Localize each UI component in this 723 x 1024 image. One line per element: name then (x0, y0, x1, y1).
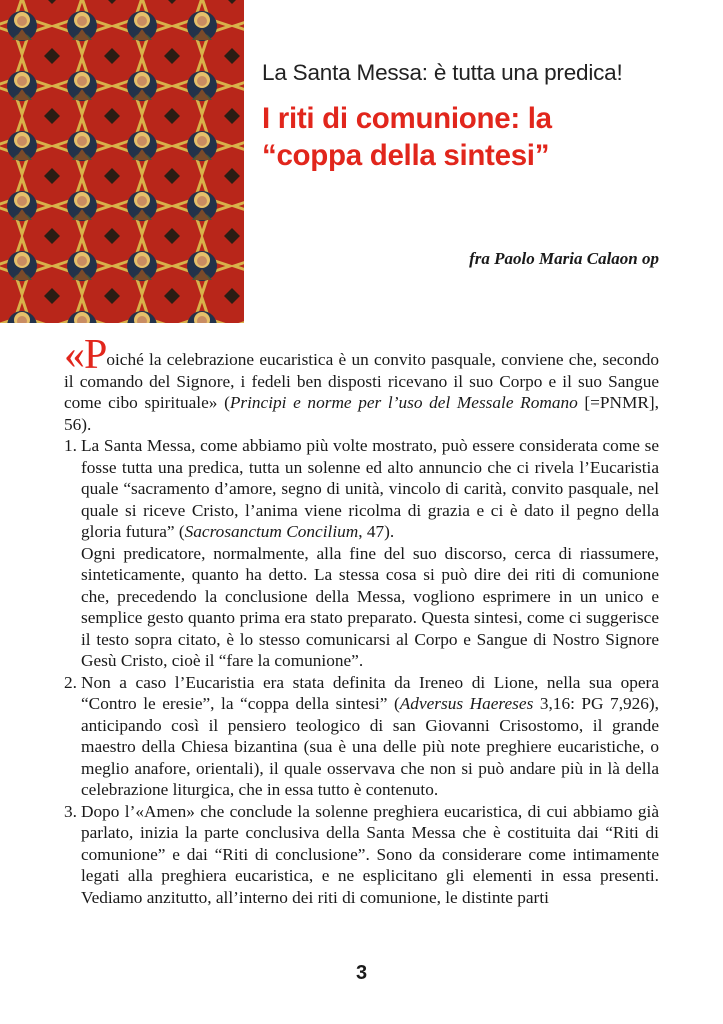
item-citation-title: Adversus Haereses (399, 694, 534, 713)
item-citation-title: Sacrosanctum Concilium (184, 522, 359, 541)
item-paragraph-2: Ogni predicatore, normalmente, alla fine del suo discorso, cerca di riassumere, sinteticamente, quanto ha detto. La stessa cosa si può dire dei riti di comunione che, precedendo la conclusione della Messa, vogliono esprimere in un unico e semplice gesto quanto prima era stato preparato. Questa sintesi, come ci suggerisce il testo sopra citato, è lo stesso comunicarsi al Corpo e Sangue di Nostro Signore Gesù Cristo, cioè il “fare la comunione”. (81, 543, 659, 670)
item-citation-ref: 3,16: PG 7,926), anticipando così il pensiero teologico di san Giovanni Crisostomo, il grande maestro della Chiesa bizantina (sua è una delle più note preghiere eucaristiche, o meglio anafore, orientali), il quale osservava che non si può andare più in là della celebrazione liturgica, che in essa tutto è contenuto. (81, 694, 660, 799)
item-number: 1. (64, 436, 77, 455)
article-header (262, 60, 702, 174)
item-text: La Santa Messa, come abbiamo più volte mostrato, può essere considerata come se fosse tutta una predica, tutta un solenne ed alto annuncio che ci rivela l’Eucaristia quale “sacramento d’amore, segno di unità, vincolo di carità, convito pasquale, nel quale si riceve Cristo, l’anima viene ricolma di grazia e ci è dato il pegno della gloria futura” ( (81, 436, 659, 541)
item-paragraph (81, 672, 659, 801)
item-paragraph (81, 435, 659, 543)
intro-paragraph (64, 332, 659, 435)
list-item (64, 801, 659, 909)
drop-cap-letter: P (84, 332, 107, 378)
item-number: 2. (64, 672, 77, 692)
series-heading: La Santa Messa: è tutta una predica! (262, 60, 623, 85)
item-paragraph: Dopo l’«Amen» che conclude la solenne preghiera eucaristica, di cui abbiamo già parlato, inizia la parte conclusiva della Santa Messa che è costituita dai “Riti di comunione” e dai “Riti di conclusione”. Sono da considerare come intimamente legati alla preghiera eucaristica, e ne esplicitano gli elementi in essa presenti. Vediamo anzitutto, all’interno dei riti di comunione, le distinte parti (81, 801, 659, 907)
list-item (64, 435, 659, 672)
item-citation-ref: , 47). (358, 522, 395, 541)
author-byline: fra Paolo Maria Calaon op (469, 249, 659, 268)
icon-mosaic-image (0, 0, 244, 323)
list-item (64, 672, 659, 801)
intro-source-title: Principi e norme per l’uso del Messale Romano (229, 393, 578, 412)
intro-source-ref: [=PNMR], 56). (64, 393, 659, 434)
page-number: 3 (355, 962, 368, 984)
title-line-2: “coppa della sintesi” (262, 139, 550, 172)
title-line-1: I riti di comunione: la (262, 102, 552, 135)
intro-text: oiché la celebrazione eucaristica è un convito pasquale, conviene che, secondo il comando del Signore, i fedeli ben disposti ricevano il suo Corpo e il suo Sangue come cibo spirituale» ( (64, 350, 659, 412)
article-title (262, 100, 702, 174)
item-number: 3. (64, 801, 77, 821)
article-body (64, 332, 660, 908)
item-text: Non a caso l’Eucaristia era stata definita da Ireneo di Lione, nella sua opera “Contro le eresie”, la “coppa della sintesi” ( (81, 672, 659, 713)
numbered-list (64, 435, 659, 908)
opening-quote: « (64, 332, 84, 378)
